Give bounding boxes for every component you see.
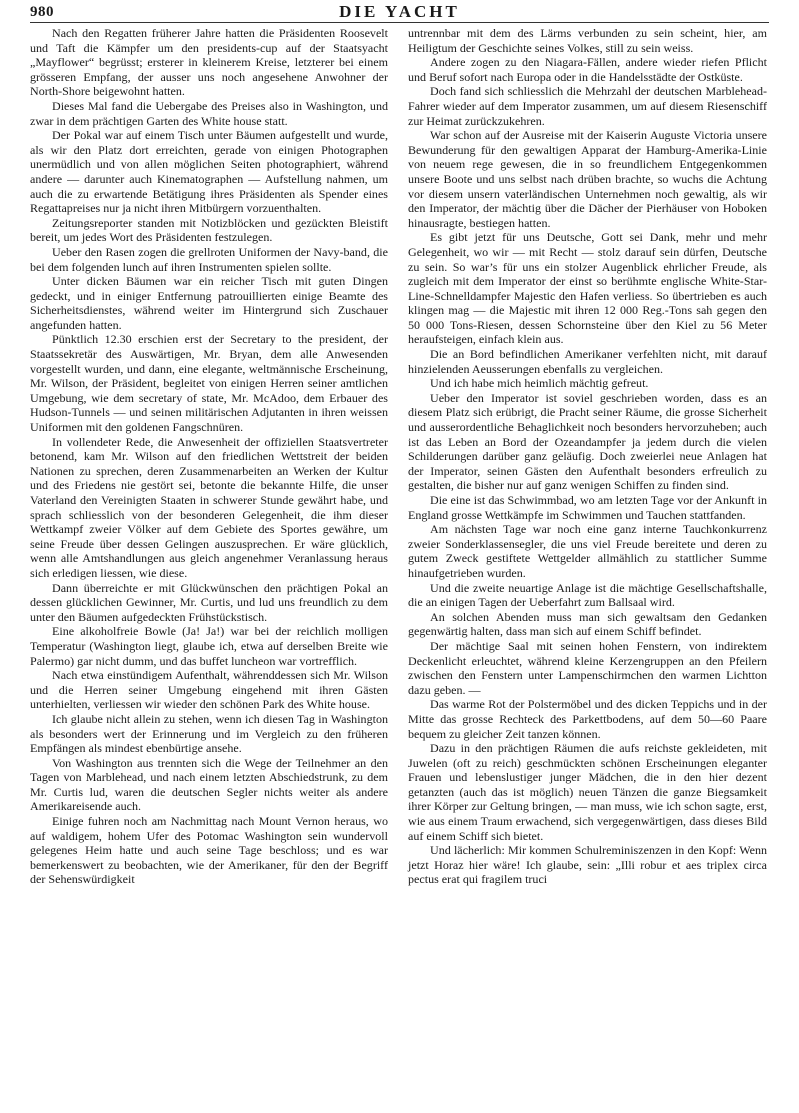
left-column <box>30 26 388 887</box>
paragraph: Nach den Regatten früherer Jahre hatten die Präsidenten Roosevelt und Taft die Kämpfer um den presidents-cup auf der Staatsyacht „Mayflower“ begrüsst; ersterer in kleinerem Kreise, letzterer bei einem grösseren Empfang, der ausser uns noch angesehene Anwohner der North-Shore beigewohnt hatten. <box>30 26 388 99</box>
paragraph: Die an Bord befindlichen Amerikaner verfehlten nicht, mit darauf hinzielenden Aeusserungen ebenfalls zu vergleichen. <box>408 347 767 376</box>
journal-title: DIE YACHT <box>339 2 460 21</box>
paragraph: Und lächerlich: Mir kommen Schulreminiszenzen in den Kopf: Wenn jetzt Horaz hier wäre! Ich glaube, sein: „Illi robur et aes triplex circa pectus erat qui fragilem truci <box>408 843 767 887</box>
paragraph: Die eine ist das Schwimmbad, wo am letzten Tage vor der Ankunft in England grosse Wettkämpfe im Schwimmen und Tauchen stattfanden. <box>408 493 767 522</box>
paragraph: Andere zogen zu den Niagara-Fällen, andere wieder riefen Pflicht und Beruf sofort nach Europa oder in die Handelsstädte der Ostküste. <box>408 55 767 84</box>
paragraph-continued: untrennbar mit dem des Lärms verbunden zu sein scheint, hier, am Heiligtum der Geschichte seines Volkes, still zu sein weiss. <box>408 26 767 55</box>
paragraph: Dieses Mal fand die Uebergabe des Preises also in Washington, und zwar in dem prächtigen Garten des White house statt. <box>30 98 388 128</box>
paragraph: Es gibt jetzt für uns Deutsche, Gott sei Dank, mehr und mehr Gelegenheit, wo wir — mit Recht — stolz darauf sein dürfen, Deutsche zu sein. So war’s für uns ein stolzer Augenblick ehrlicher Freude, als zugleich mit dem Imperator der einst so berühmte englische White-Star-Line-Schnelldampfer Majestic den Hafen verliess. So übertrieben es auch klingen mag — die Majestic mit ihren 12 000 Reg.-Tons sah gegen den 50 000 Tons-Riesen, dessen Schornsteine über den Kiel zu 56 Meter heraufsteigen, einfach klein aus. <box>408 230 767 347</box>
paragraph: Eine alkoholfreie Bowle (Ja! Ja!) war bei der reichlich molligen Temperatur (Washington liegt, glaube ich, etwa auf derselben Breite wie Palermo) gar nicht dumm, und das buffet luncheon war vortrefflich. <box>30 624 388 668</box>
paragraph: Ueber den Imperator ist soviel geschrieben worden, dass es an diesem Platz sich erübrigt, die Pracht seiner Räume, die grosse Sicherheit und ausserordentliche Behaglichkeit noch besonders hervorzuheben; auch ist das Leben an Bord der Ozeandampfer ja jedem durch die vielen Schilderungen darüber ganz geläufig. Doch zweierlei neue Anlagen hat der Imperator, seinen Gästen den Aufenthalt besonders erfreulich zu gestalten, die bisher nur auf ganz wenigen Schiffen zu finden sind. <box>408 390 767 493</box>
header-rule <box>30 22 769 23</box>
page-number: 980 <box>30 4 54 20</box>
paragraph: An solchen Abenden muss man sich gewaltsam den Gedanken gegenwärtig halten, dass man sich auf einem Schiff befindet. <box>408 609 767 639</box>
right-column <box>408 26 767 887</box>
paragraph: Pünktlich 12.30 erschien erst der Secretary to the president, der Staatssekretär des Auswärtigen, Mr. Bryan, dem alle Anwesenden vorgestellt wurden, und dann, eine elegante, weltmännische Erscheinung, Mr. Wilson, der Präsident, begleitet von einigen Herren seiner amtlichen Umgebung, wie dem secretary of state, Mr. McAdoo, dem Erbauer des Hudson-Tunnels — und seinen militärischen Adjutanten in ihren weissen Uniformen mit den goldenen Fangschnüren. <box>30 332 388 435</box>
paragraph: Und ich habe mich heimlich mächtig gefreut. <box>430 376 649 391</box>
paragraph: Der mächtige Saal mit seinen hohen Fenstern, von indirektem Deckenlicht erleuchtet, während kleine Kerzengruppen an den Pfeilern zwischen den Fenstern unter Lampenschirmchen den warmen Lichtton dazu geben. — <box>408 638 767 697</box>
paragraph: Nach etwa einstündigem Aufenthalt, währenddessen sich Mr. Wilson und die Herren seiner Umgebung eingehend mit ihren Gästen unterhielten, verliessen wir wieder den schönen Park des White house. <box>30 668 388 712</box>
paragraph: Dann überreichte er mit Glückwünschen den prächtigen Pokal an dessen glücklichen Gewinner, Mr. Curtis, und lud uns freundlich zu dem unter den Bäumen aufgedeckten Frühstückstisch. <box>30 580 388 624</box>
paragraph: Ich glaube nicht allein zu stehen, wenn ich diesen Tag in Washington als besonders wert der Erinnerung und im Vergleich zu den früheren Empfängen als mindest ebenbürtige ansehe. <box>30 711 388 756</box>
paragraph: Zeitungsreporter standen mit Notizblöcken und gezückten Bleistift bereit, um jedes Wort des Präsidenten festzulegen. <box>30 215 388 245</box>
paragraph: Dazu in den prächtigen Räumen die aufs reichste gekleideten, mit Juwelen (oft zu reich) geschmückten schönen Erscheinungen eleganter Frauen und lebenslustiger junger Mädchen, die in den hier dezent getanzten (auch das ist möglich) neuen Tänzen die ganze Biegsamkeit ihrer Körper zur Geltung bringen, — man muss, wie ich schon sagte, erst, wie aus einem Traum erwachend, sich vergegenwärtigen, dass dieses Bild auf einem Schiff sich bietet. <box>408 741 767 843</box>
paragraph: Von Washington aus trennten sich die Wege der Teilnehmer an den Tagen von Marblehead, und nach einem letzten Abschiedstrunk, zu dem Mr. Curtis lud, waren die deutschen Segler nichts weiter als andere Amerikareisende auch. <box>30 755 388 814</box>
paragraph: Ueber den Rasen zogen die grellroten Uniformen der Navy-band, die bei dem folgenden lunch auf ihren Instrumenten spielen sollte. <box>30 244 388 274</box>
paragraph: Am nächsten Tage war noch eine ganz interne Tauchkonkurrenz zweier Sonderklassensegler, die uns viel Freude bereitete und deren zu gutem Zweck gestiftete Wettgelder allmählich zu stattlicher Summe hinaufgetrieben wurden. <box>408 522 767 580</box>
paragraph: War schon auf der Ausreise mit der Kaiserin Auguste Victoria unsere Bewunderung für den gewaltigen Apparat der Hamburg-Amerika-Linie von neuem rege gewesen, die in so freundlichem Entgegenkommen unsere Boote und uns selbst nach drüben brachte, so wuchs die Achtung vor diesem unsern vaterländischen Unternehmen noch gewaltig, als wir den Imperator, der mächtig über die Dächer der Pierhäuser von Hoboken hinausragte, bestiegen hatten. <box>408 128 767 230</box>
paragraph: Doch fand sich schliesslich die Mehrzahl der deutschen Marblehead-Fahrer wieder auf dem Imperator zusammen, um auf diesem Riesenschiff zur Heimat zurückzukehren. <box>408 84 767 128</box>
paragraph: Der Pokal war auf einem Tisch unter Bäumen aufgestellt und wurde, als wir den Platz dort erreichten, gerade von einigen Photographen unermüdlich und von allen möglichen Seiten photographiert, während andere — darunter auch Kinematographen — Aufstellung nahmen, um auch die zu erwartende Betätigung ihres Präsidenten als Spender eines Regattapreises nur ja nicht ihren Mitbürgern vorzuenthalten. <box>30 128 388 216</box>
paragraph: Das warme Rot der Polstermöbel und des dicken Teppichs und in der Mitte das grosse Rechteck des Parkettbodens, auf dem 50—60 Paare bequem zu gleicher Zeit tanzen können. <box>408 697 767 741</box>
paragraph: Einige fuhren noch am Nachmittag nach Mount Vernon heraus, wo auf waldigem, hohem Ufer des Potomac Washington sein wundervoll gelegenes Heim hatte und auch seine Tage beschloss; und es war bemerkenswert zu beobachten, wie der Amerikaner, für den der Begriff der Sehenswürdigkeit <box>30 814 388 887</box>
paragraph: Unter dicken Bäumen war ein reicher Tisch mit guten Dingen gedeckt, und in einiger Entfernung patrouillierten einige Beamte des Sicherheitsdienstes, während weiter im Hintergrund sich Zuschauer angefunden hatten. <box>30 274 388 332</box>
paragraph: Und die zweite neuartige Anlage ist die mächtige Gesellschaftshalle, die an einigen Tagen der Ueberfahrt zum Ballsaal wird. <box>408 580 767 610</box>
paragraph: In vollendeter Rede, die Anwesenheit der offiziellen Staatsvertreter betonend, kam Mr. Wilson auf den friedlichen Wettstreit der beiden Nationen zu sprechen, deren Zusammenarbeiten an Werken der Kultur und des Friedens nie gestört sei, betonte die bekannte Hilfe, die unser Vaterland den Vereinigten Staaten in schwerer Stunde gewährt habe, und sprach schliesslich von der besonderen Gelegenheit, die ihm dieser Wettkampf zweier Völker auf dem Gebiete des Sportes gewähre, um seine Freude über dessen Gelingen auszusprechen. Er wäre glücklich, wenn alle Amtshandlungen aus gleich angenehmer Veranlassung heraus sich erledigen liessen, wie diese. <box>30 434 388 580</box>
